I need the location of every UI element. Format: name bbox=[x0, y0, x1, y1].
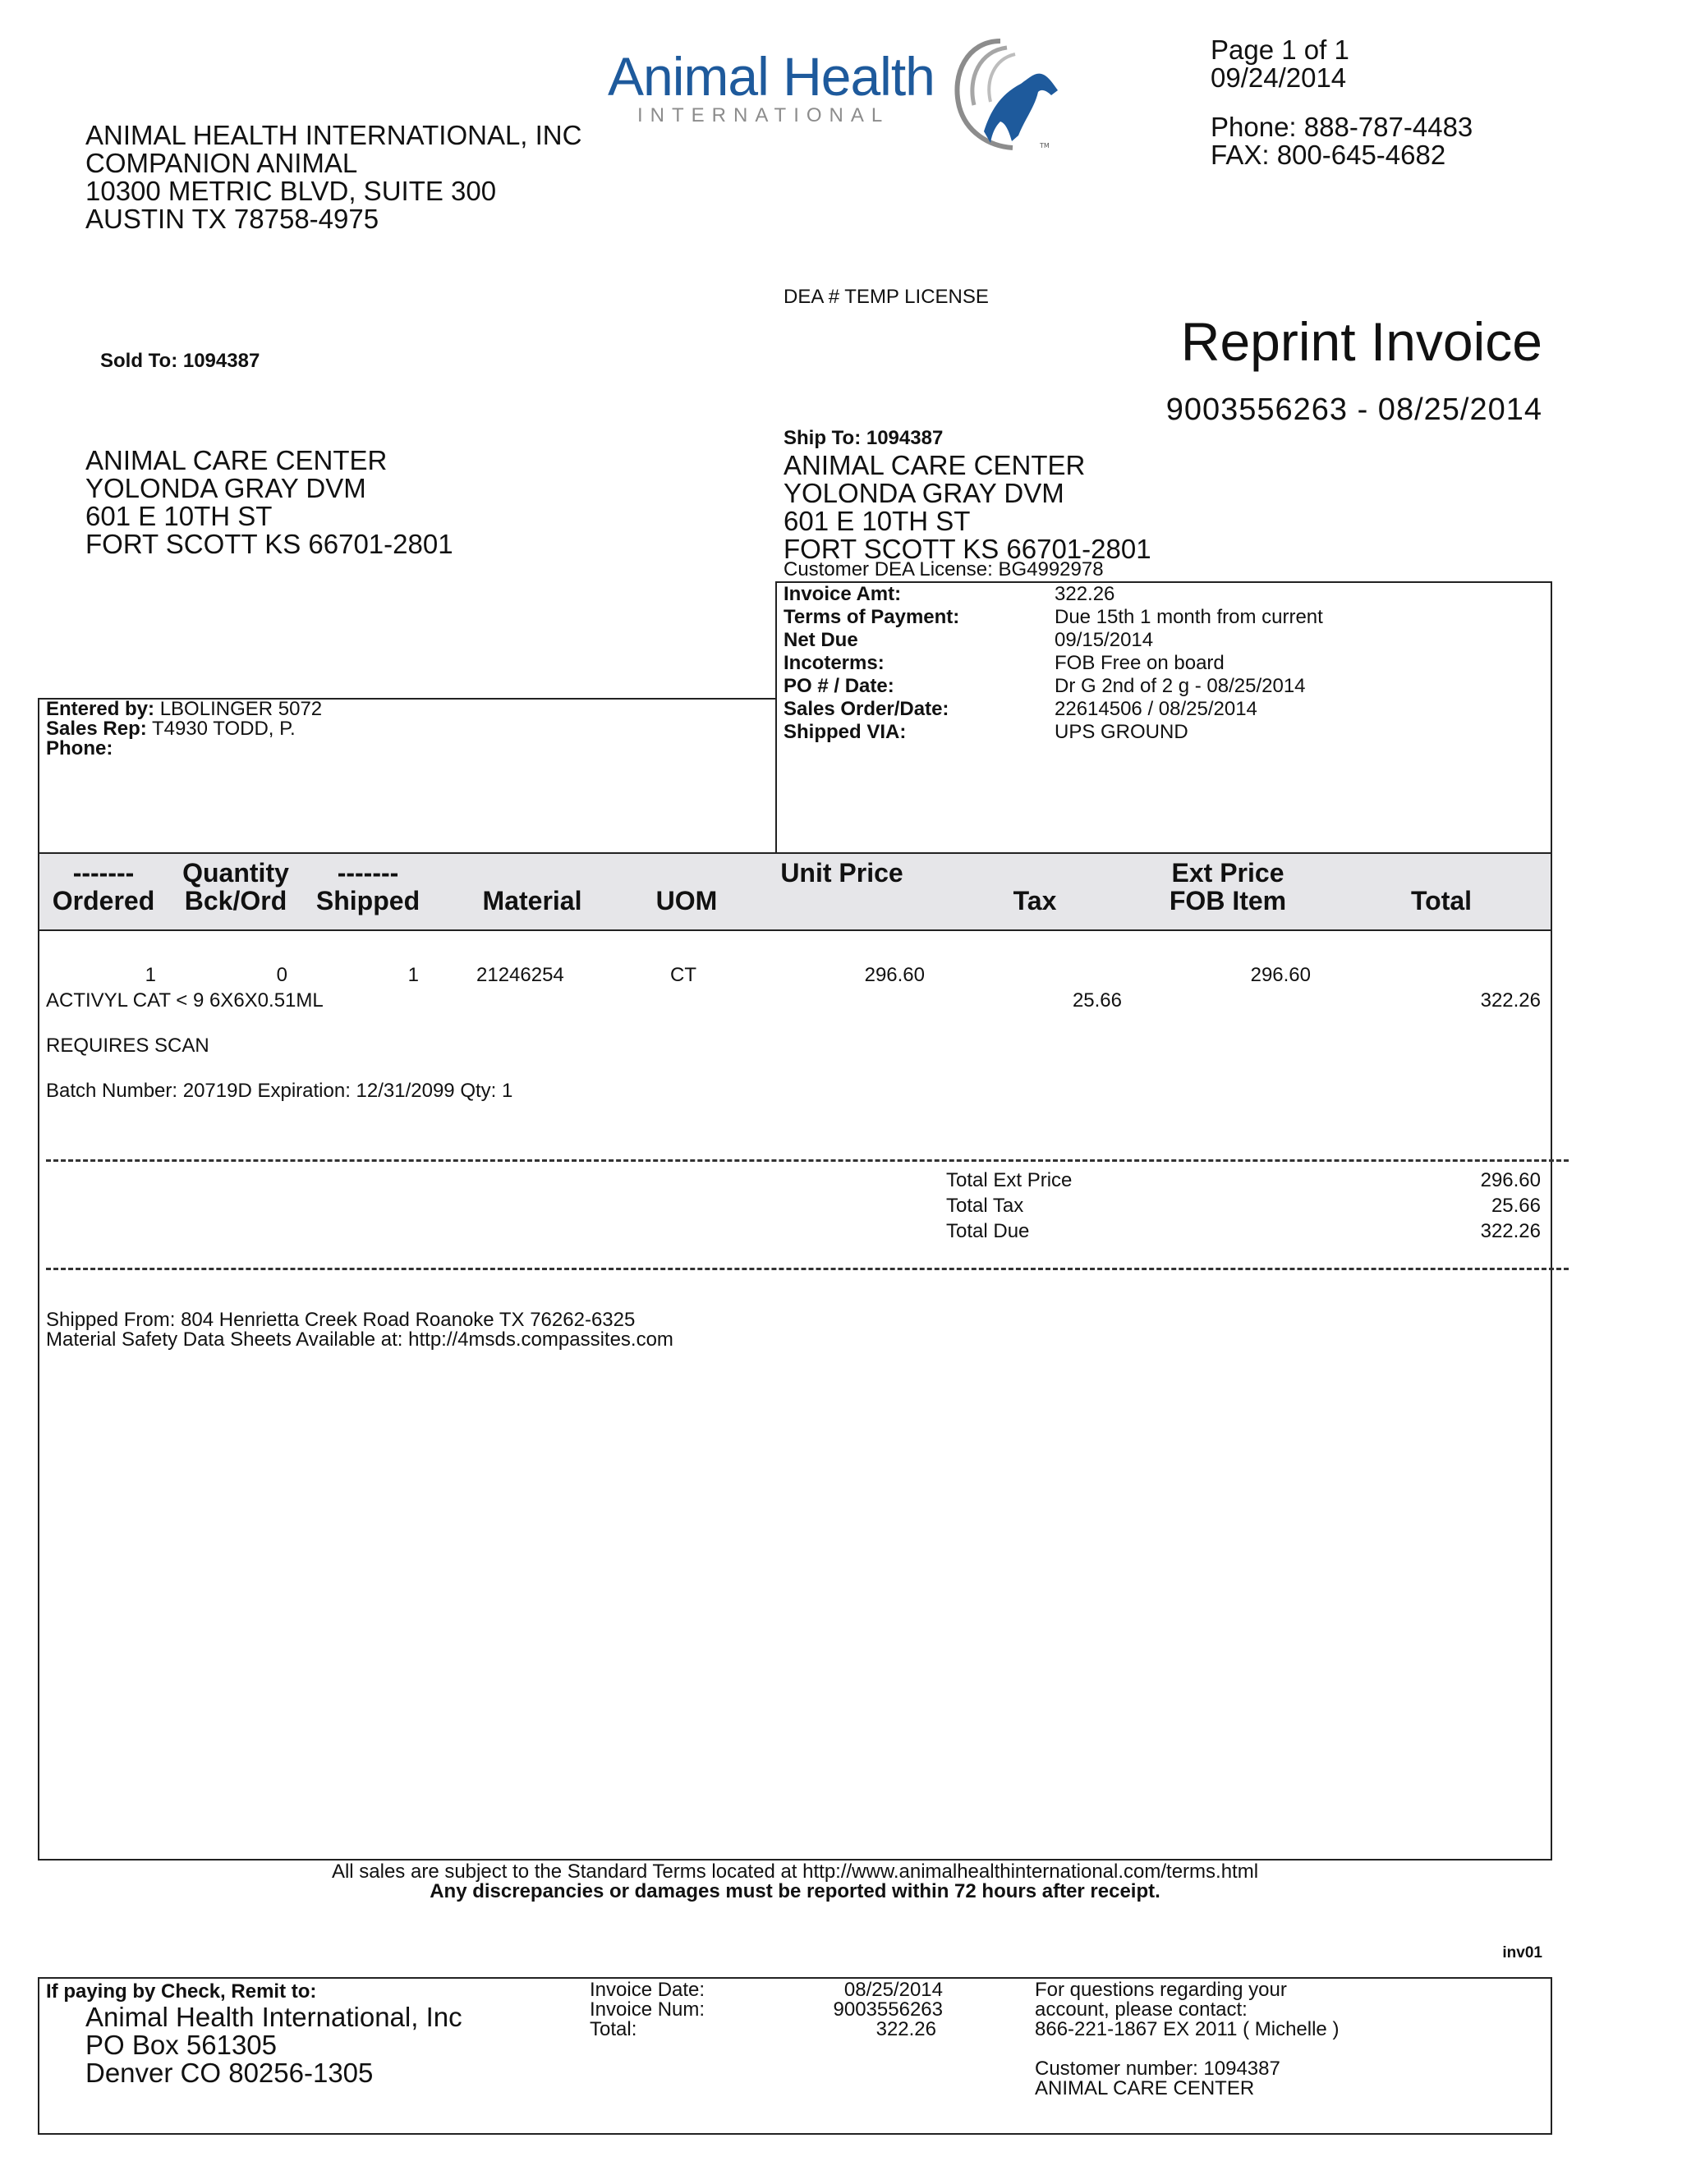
detail-value: Due 15th 1 month from current bbox=[1055, 606, 1323, 628]
total-tax-value: 25.66 bbox=[1491, 1195, 1541, 1217]
remit-info bbox=[590, 1980, 943, 2039]
remit-info-label: Invoice Num: bbox=[590, 1998, 705, 2021]
contact-line: account, please contact: bbox=[1035, 1998, 1248, 2021]
detail-label: Incoterms: bbox=[784, 652, 885, 674]
invoice-details bbox=[784, 583, 1323, 744]
item-uom: CT bbox=[670, 964, 696, 986]
contact-line: 866-221-1867 EX 2011 ( Michelle ) bbox=[1035, 2018, 1340, 2040]
detail-value: 22614506 / 08/25/2014 bbox=[1055, 698, 1257, 720]
remit-line: Animal Health International, Inc bbox=[85, 2002, 462, 2032]
header-uom: UOM bbox=[655, 886, 718, 915]
customer-dea-license: Customer DEA License: BG4992978 bbox=[784, 558, 1104, 580]
entered-by-label: Entered by: bbox=[46, 698, 155, 720]
item-tax: 25.66 bbox=[1072, 989, 1122, 1012]
item-total: 322.26 bbox=[1480, 989, 1541, 1012]
vendor-line: 10300 METRIC BLVD, SUITE 300 bbox=[85, 176, 497, 206]
header-bck-ord: Bck/Ord bbox=[184, 886, 287, 915]
vendor-line: AUSTIN TX 78758-4975 bbox=[85, 204, 379, 234]
remit-info-value: 322.26 bbox=[875, 2018, 936, 2040]
company-logo bbox=[608, 33, 1068, 156]
customer-number: Customer number: 1094387 bbox=[1035, 2058, 1280, 2080]
detail-label: PO # / Date: bbox=[784, 675, 894, 697]
page-number: Page 1 of 1 bbox=[1211, 34, 1349, 65]
ship-to-address bbox=[784, 452, 1151, 563]
detail-label: Shipped VIA: bbox=[784, 721, 907, 743]
header-shipped-top: ------- bbox=[337, 858, 399, 888]
horse-globe-icon bbox=[943, 33, 1066, 156]
sales-rep-label: Sales Rep: bbox=[46, 718, 147, 740]
header-ordered: Ordered bbox=[52, 886, 155, 915]
header-ordered-top: ------- bbox=[72, 858, 135, 888]
form-code: inv01 bbox=[1502, 1944, 1542, 1961]
header-quantity: Quantity bbox=[182, 858, 289, 888]
vendor-line: COMPANION ANIMAL bbox=[85, 148, 358, 178]
sold-to-line: YOLONDA GRAY DVM bbox=[85, 473, 366, 503]
shipped-from: Shipped From: 804 Henrietta Creek Road Roanoke TX 76262-6325 bbox=[46, 1309, 636, 1331]
separator-dashes bbox=[46, 1159, 1569, 1162]
ship-to-line: YOLONDA GRAY DVM bbox=[784, 478, 1064, 508]
ship-to-label: Ship To: 1094387 bbox=[784, 427, 944, 449]
vendor-fax: FAX: 800-645-4682 bbox=[1211, 140, 1446, 170]
terms-line: All sales are subject to the Standard Terms located at http://www.animalhealthinternational.com/terms.html bbox=[331, 1861, 1259, 1883]
page-title: Reprint Invoice bbox=[1180, 311, 1542, 372]
remit-info-value: 08/25/2014 bbox=[843, 1979, 943, 2001]
sold-to-line: FORT SCOTT KS 66701-2801 bbox=[85, 529, 453, 559]
separator-dashes bbox=[46, 1268, 1569, 1270]
header-material: Material bbox=[482, 886, 582, 915]
item-shipped: 1 bbox=[407, 964, 419, 986]
logo-subtitle: INTERNATIONAL bbox=[637, 104, 890, 126]
item-unit-price: 296.60 bbox=[864, 964, 925, 986]
entered-by-value: LBOLINGER 5072 bbox=[159, 698, 323, 720]
sold-to-address bbox=[85, 447, 453, 558]
header-unit-price: Unit Price bbox=[780, 858, 903, 888]
invoice-reference: 9003556263 - 08/25/2014 bbox=[1165, 392, 1542, 427]
detail-value: UPS GROUND bbox=[1055, 721, 1188, 743]
vendor-phone: Phone: 888-787-4483 bbox=[1211, 112, 1473, 142]
total-due-label: Total Due bbox=[946, 1220, 1030, 1242]
total-tax-label: Total Tax bbox=[946, 1195, 1024, 1217]
entered-by-section bbox=[46, 700, 322, 759]
remit-line: PO Box 561305 bbox=[85, 2030, 277, 2060]
vendor-address bbox=[85, 122, 581, 233]
detail-label: Net Due bbox=[784, 629, 858, 651]
svg-text:TM: TM bbox=[1040, 142, 1050, 149]
remit-label: If paying by Check, Remit to: bbox=[46, 1980, 317, 2003]
header-total: Total bbox=[1410, 886, 1473, 915]
item-ordered: 1 bbox=[145, 964, 156, 986]
ship-to-line: FORT SCOTT KS 66701-2801 bbox=[784, 534, 1151, 564]
detail-value: 322.26 bbox=[1055, 583, 1115, 605]
header-shipped: Shipped bbox=[315, 886, 420, 915]
item-bck-ord: 0 bbox=[276, 964, 287, 986]
logo-name: Animal Health bbox=[608, 46, 935, 107]
sold-to-line: ANIMAL CARE CENTER bbox=[85, 445, 388, 475]
total-ext-price-label: Total Ext Price bbox=[946, 1169, 1073, 1191]
contact-info bbox=[1035, 1980, 1339, 2099]
total-due-value: 322.26 bbox=[1480, 1220, 1541, 1242]
remit-line: Denver CO 80256-1305 bbox=[85, 2058, 374, 2088]
ship-to-line: 601 E 10TH ST bbox=[784, 506, 971, 536]
print-date: 09/24/2014 bbox=[1211, 62, 1347, 93]
detail-value: FOB Free on board bbox=[1055, 652, 1225, 674]
sales-rep-value: T4930 TODD, P. bbox=[151, 718, 296, 740]
item-batch: Batch Number: 20719D Expiration: 12/31/2099 Qty: 1 bbox=[46, 1080, 513, 1102]
page-info bbox=[1211, 36, 1473, 169]
header-fob-item: FOB Item bbox=[1169, 886, 1287, 915]
detail-value: Dr G 2nd of 2 g - 08/25/2014 bbox=[1055, 675, 1306, 697]
detail-label: Invoice Amt: bbox=[784, 583, 902, 605]
detail-label: Terms of Payment: bbox=[784, 606, 960, 628]
sold-to-line: 601 E 10TH ST bbox=[85, 501, 273, 531]
header-ext-price: Ext Price bbox=[1171, 858, 1284, 888]
phone-label: Phone: bbox=[46, 737, 113, 759]
remit-info-label: Invoice Date: bbox=[590, 1979, 705, 2001]
ship-to-line: ANIMAL CARE CENTER bbox=[784, 450, 1086, 480]
contact-line: For questions regarding your bbox=[1035, 1979, 1287, 2001]
dea-number: DEA # TEMP LICENSE bbox=[784, 286, 989, 308]
discrepancy-notice: Any discrepancies or damages must be reported within 72 hours after receipt. bbox=[430, 1880, 1160, 1902]
msds-notice: Material Safety Data Sheets Available at: http://4msds.compassites.com bbox=[46, 1328, 673, 1351]
item-note: REQUIRES SCAN bbox=[46, 1035, 209, 1057]
remit-info-label: Total: bbox=[590, 2018, 637, 2040]
sold-to-label: Sold To: 1094387 bbox=[100, 350, 260, 372]
remit-address bbox=[85, 2003, 462, 2087]
vendor-line: ANIMAL HEALTH INTERNATIONAL, INC bbox=[85, 120, 582, 150]
header-tax: Tax bbox=[1013, 886, 1057, 915]
total-ext-price-value: 296.60 bbox=[1480, 1169, 1541, 1191]
item-material: 21246254 bbox=[476, 964, 564, 986]
item-ext-price: 296.60 bbox=[1250, 964, 1311, 986]
customer-name: ANIMAL CARE CENTER bbox=[1035, 2077, 1255, 2099]
item-description: ACTIVYL CAT < 9 6X6X0.51ML bbox=[46, 989, 324, 1012]
detail-label: Sales Order/Date: bbox=[784, 698, 949, 720]
remit-info-value: 9003556263 bbox=[833, 1998, 943, 2021]
detail-value: 09/15/2014 bbox=[1055, 629, 1154, 651]
